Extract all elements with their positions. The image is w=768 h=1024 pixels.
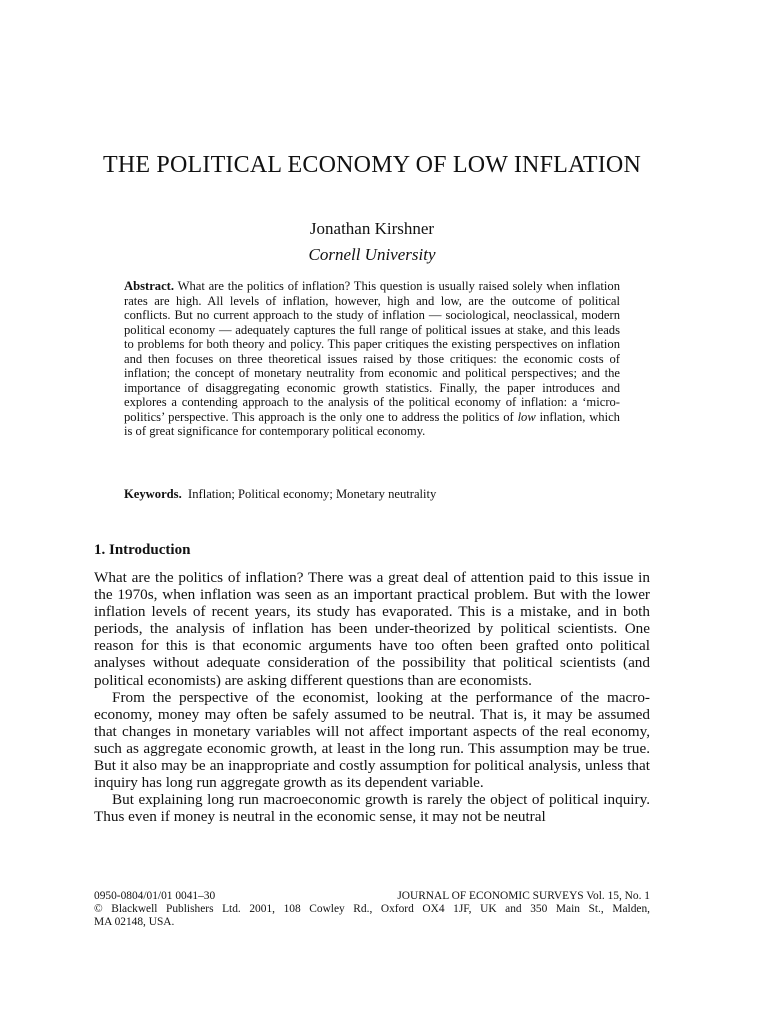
paragraph-1: What are the politics of inflation? There was a great deal of attention paid to this issue in the 1970s, when inflation was seen as an important practical problem. But with the lower inflation levels of recent years, its study has evaporated. This is a mistake, and in both periods, the analysis of inflation has been under-theorized by political scientists. One reason for this is that economic arguments have too often been grafted onto political analyses without adequate consideration of the possibility that political scientists (and political economists) are asking different questions than are economists.: [94, 569, 650, 689]
abstract-emphasis: low: [517, 409, 536, 424]
abstract-label: Abstract.: [124, 279, 175, 293]
paper-page: [94, 0, 650, 1024]
author-affiliation: Cornell University: [308, 245, 436, 264]
keywords: [124, 487, 620, 502]
footer-copyright-line-1: © Blackwell Publishers Ltd. 2001, 108 Cowley Rd., Oxford OX4 1JF, UK and 350 Main St., Malden,: [94, 903, 650, 916]
page-footer: [94, 890, 650, 930]
keywords-label: Keywords.: [124, 487, 182, 501]
body-text: [94, 569, 650, 825]
abstract-text: What are the politics of inflation? This question is usually raised solely when inflation rates are high. All levels of inflation, however, high and low, are the outcome of political conflicts. But no current approach to the study of inflation — sociological, neoclassical, modern political economy — adequately captures the full range of political issues at stake, and this leads to problems for both theory and policy. This paper critiques the existing perspectives on inflation and then focuses on three theoretical issues raised by those critiques: the economic costs of inflation; the concept of monetary neutrality from economic and political perspectives; and the importance of disaggregating economic growth statistics. Finally, the paper introduces and explores a contending approach to the analysis of the political economy of inflation: a ‘micro-politics’ perspective. This approach is the only one to address the politics of: [124, 279, 621, 424]
paragraph-2: From the perspective of the economist, looking at the performance of the macro-economy, money may often be safely assumed to be neutral. That is, it may be assumed that changes in monetary variables will not affect important aspects of the real economy, such as aggregate economic growth, at least in the long run. This assumption may be true. But it also may be an inappropriate and costly assumption for political analysis, unless that inquiry has long run aggregate growth as its dependent variable.: [94, 688, 650, 792]
footer-row: [94, 890, 650, 903]
abstract-text-end: inflation, which is of great significance for contemporary political economy.: [124, 409, 620, 438]
footer-code: 0950-0804/01/01 0041–30: [94, 890, 216, 902]
paper-title: THE POLITICAL ECONOMY OF LOW INFLATION: [102, 152, 641, 178]
footer-copyright-line-2: MA 02148, USA.: [94, 916, 175, 929]
paragraph-3: But explaining long run macroeconomic growth is rarely the object of political inquiry. Thus even if money is neutral in the economic sense, it may not be neutral: [94, 791, 650, 826]
section-heading: 1. Introduction: [94, 542, 191, 558]
author-name: Jonathan Kirshner: [309, 219, 435, 238]
footer-journal: JOURNAL OF ECONOMIC SURVEYS Vol. 15, No. 1: [397, 890, 650, 902]
abstract: [124, 279, 620, 439]
keywords-text: Inflation; Political economy; Monetary neutrality: [188, 487, 437, 501]
